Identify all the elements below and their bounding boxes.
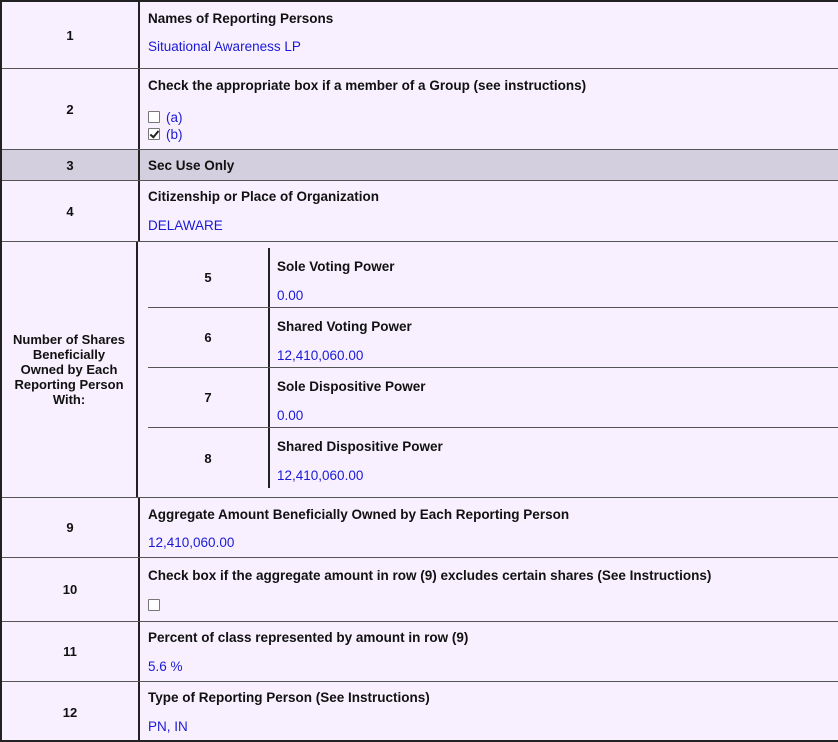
row-2 bbox=[2, 69, 838, 150]
row-5 bbox=[148, 248, 838, 308]
row-number: 2 bbox=[2, 69, 140, 149]
row-title: Names of Reporting Persons bbox=[148, 11, 334, 26]
row-11 bbox=[2, 622, 838, 682]
row-1 bbox=[2, 2, 838, 69]
checkbox-a[interactable] bbox=[148, 111, 160, 123]
row-number: 4 bbox=[2, 181, 140, 241]
row-8 bbox=[148, 428, 838, 488]
percent-of-class-value: 5.6 % bbox=[148, 659, 183, 674]
row-number: 8 bbox=[148, 428, 270, 488]
shares-block bbox=[2, 242, 838, 498]
group-option-b[interactable] bbox=[148, 126, 183, 142]
row-9 bbox=[2, 498, 838, 558]
row-title: Shared Voting Power bbox=[277, 319, 412, 334]
reporting-person-type-value: PN, IN bbox=[148, 719, 188, 734]
shared-voting-power-value: 12,410,060.00 bbox=[277, 348, 364, 363]
row-title: Check the appropriate box if a member of a Group (see instructions) bbox=[148, 78, 587, 93]
row-number: 3 bbox=[2, 150, 140, 180]
row-number: 7 bbox=[148, 368, 270, 427]
excludes-shares-checkbox[interactable] bbox=[148, 599, 160, 611]
option-label: (b) bbox=[166, 126, 183, 142]
row-number: 5 bbox=[148, 248, 270, 307]
row-title: Type of Reporting Person (See Instructions) bbox=[148, 690, 430, 705]
row-number: 9 bbox=[2, 498, 140, 557]
row-title: Percent of class represented by amount in row (9) bbox=[148, 630, 469, 645]
shared-dispositive-power-value: 12,410,060.00 bbox=[277, 468, 364, 483]
row-title: Citizenship or Place of Organization bbox=[148, 189, 380, 204]
row-number: 11 bbox=[2, 622, 140, 681]
row-title: Sole Dispositive Power bbox=[277, 379, 426, 394]
checkbox-b[interactable] bbox=[148, 128, 160, 140]
sole-dispositive-power-value: 0.00 bbox=[277, 408, 304, 423]
excludes-shares-option[interactable] bbox=[148, 597, 160, 612]
row-title: Aggregate Amount Beneficially Owned by Each Reporting Person bbox=[148, 507, 570, 522]
reporting-person-name: Situational Awareness LP bbox=[148, 39, 301, 54]
row-title: Shared Dispositive Power bbox=[277, 439, 443, 454]
row-4 bbox=[2, 181, 838, 242]
row-6 bbox=[148, 308, 838, 368]
row-10 bbox=[2, 558, 838, 622]
row-7 bbox=[148, 368, 838, 428]
row-title: Sec Use Only bbox=[148, 158, 235, 173]
group-option-a[interactable] bbox=[148, 109, 183, 125]
row-title: Check box if the aggregate amount in row (9) excludes certain shares (See Instructions) bbox=[148, 568, 712, 583]
row-number: 6 bbox=[148, 308, 270, 367]
sole-voting-power-value: 0.00 bbox=[277, 288, 304, 303]
shares-group-label: Number of Shares Beneficially Owned by Each Reporting Person With: bbox=[2, 242, 138, 497]
row-number: 1 bbox=[2, 2, 140, 68]
aggregate-amount-value: 12,410,060.00 bbox=[148, 535, 235, 550]
row-title: Sole Voting Power bbox=[277, 259, 395, 274]
row-3 bbox=[2, 150, 838, 181]
row-number: 12 bbox=[2, 682, 140, 742]
option-label: (a) bbox=[166, 109, 183, 125]
shares-subtable bbox=[148, 248, 838, 488]
row-12 bbox=[2, 682, 838, 742]
row-number: 10 bbox=[2, 558, 140, 621]
citizenship-value: DELAWARE bbox=[148, 218, 223, 233]
